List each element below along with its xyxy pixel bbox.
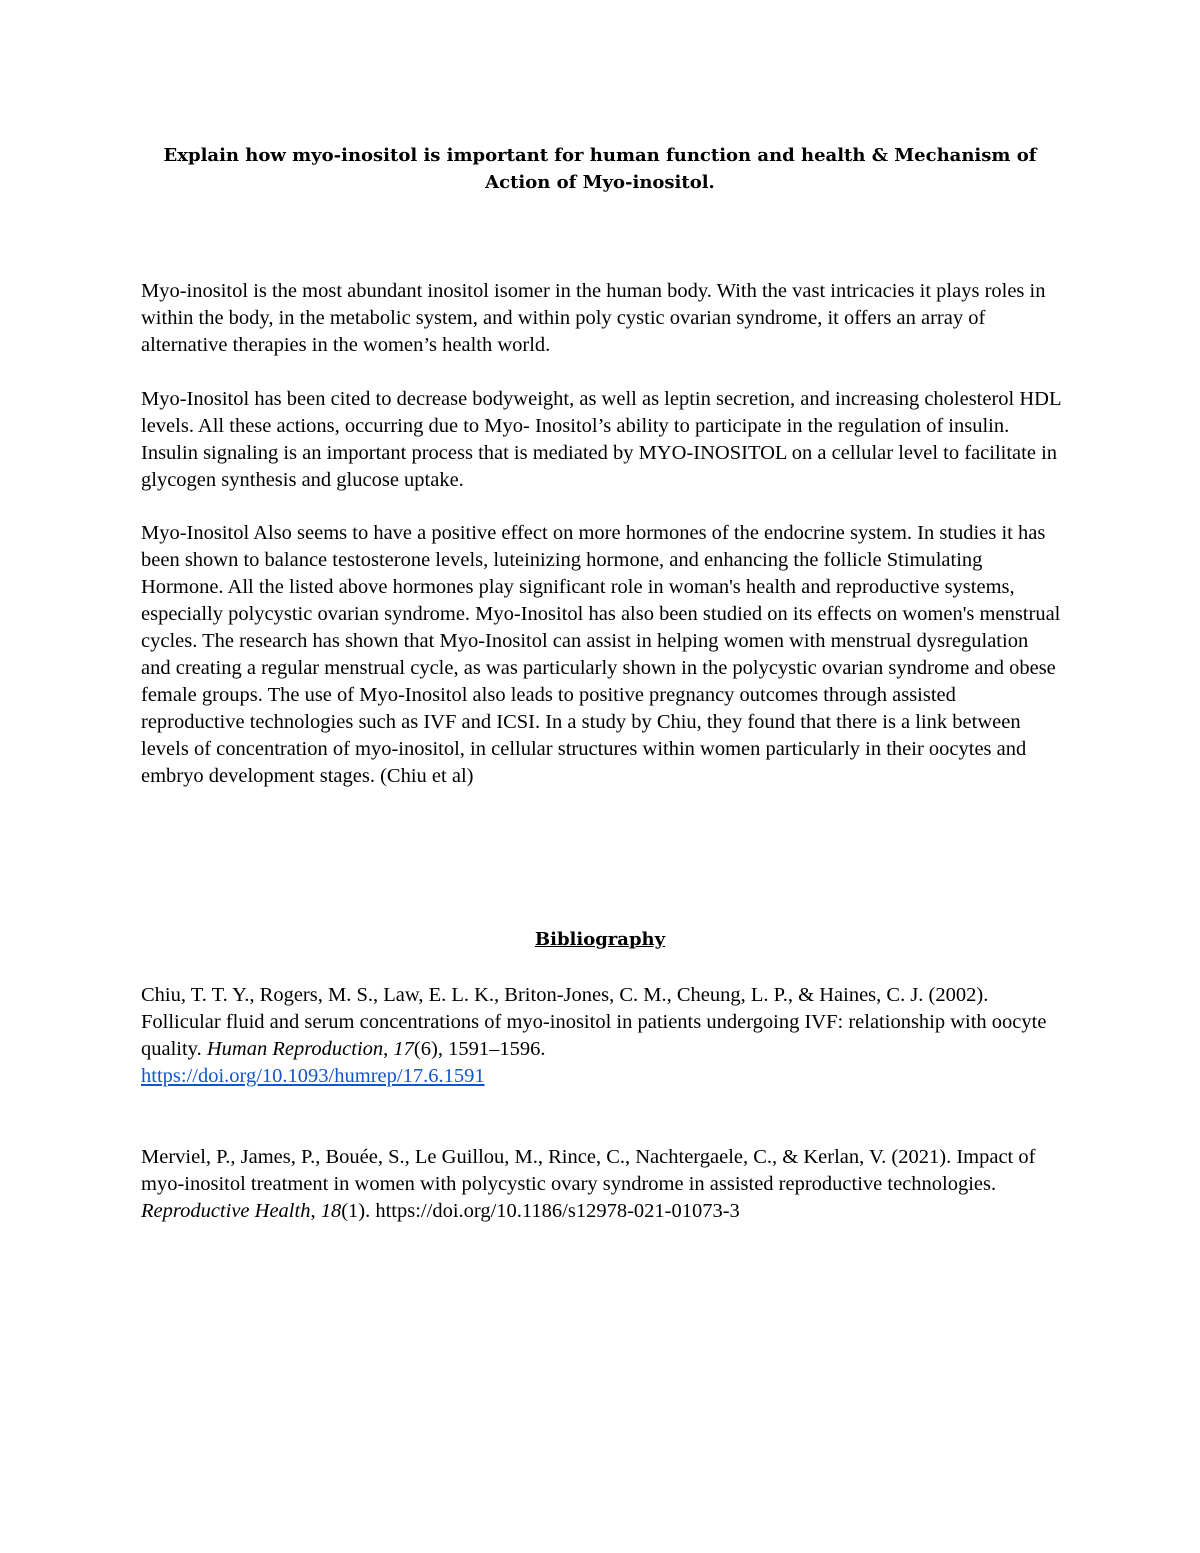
- title-line-1: Explain how myo-inositol is important for human function and health & Mechanism of: [163, 145, 1037, 166]
- reference-issue-pages: (1).: [341, 1200, 376, 1222]
- reference-doi-text: https://doi.org/10.1186/s12978-021-01073-3: [375, 1200, 740, 1222]
- reference-journal: Reproductive Health: [141, 1200, 311, 1222]
- reference-volume: 17: [393, 1038, 414, 1060]
- reference-merviel: [141, 1144, 1061, 1225]
- reference-doi-link[interactable]: https://doi.org/10.1093/humrep/17.6.1591: [141, 1065, 485, 1087]
- title-line-2: Action of Myo-inositol.: [485, 172, 715, 193]
- reference-citation: Chiu, T. T. Y., Rogers, M. S., Law, E. L. K., Briton-Jones, C. M., Cheung, L. P., & Haines, C. J. (2002). Follicular fluid and serum concentrations of myo-inositol in patients undergoing IVF: relationship with oocyte quality.: [141, 984, 1047, 1060]
- reference-citation: Merviel, P., James, P., Bouée, S., Le Guillou, M., Rince, C., Nachtergaele, C., & Kerlan, V. (2021). Impact of myo-inositol treatment in women with polycystic ovary syndrome in assisted reproductive technologies.: [141, 1146, 1036, 1195]
- paragraph-1: Myo-inositol is the most abundant inositol isomer in the human body. With the vast intricacies it plays roles in within the body, in the metabolic system, and within poly cystic ovarian syndrome, it offers an array of alternative therapies in the women’s health world.: [141, 280, 1046, 356]
- reference-chiu: [141, 982, 1061, 1090]
- paragraph-2: Myo-Inositol has been cited to decrease bodyweight, as well as leptin secretion, and increasing cholesterol HDL levels. All these actions, occurring due to Myo- Inositol’s ability to participate in the regulation of insulin. Insulin signaling is an important process that is mediated by MYO-INOSITOL on a cellular level to facilitate in glycogen synthesis and glucose uptake.: [141, 388, 1061, 491]
- reference-separator: ,: [310, 1200, 321, 1222]
- paragraph-3: Myo-Inositol Also seems to have a positive effect on more hormones of the endocrine system. In studies it has been shown to balance testosterone levels, luteinizing hormone, and enhancing the follicle Stimulating Hormone. All the listed above hormones play significant role in woman's health and reproductive systems, especially polycystic ovarian syndrome. Myo-Inositol has also been studied on its effects on women's menstrual cycles. The research has shown that Myo-Inositol can assist in helping women with menstrual dysregulation and creating a regular menstrual cycle, as was particularly shown in the polycystic ovarian syndrome and obese female groups. The use of Myo-Inositol also leads to positive pregnancy outcomes through assisted reproductive technologies such as IVF and ICSI. In a study by Chiu, they found that there is a link between levels of concentration of myo-inositol, in cellular structures within women particularly in their oocytes and embryo development stages. (Chiu et al): [141, 522, 1061, 787]
- reference-separator: ,: [383, 1038, 394, 1060]
- reference-issue-pages: (6), 1591–1596.: [413, 1038, 546, 1060]
- bibliography-heading: Bibliography: [534, 929, 666, 950]
- reference-journal: Human Reproduction: [206, 1038, 384, 1060]
- reference-volume: 18: [320, 1200, 342, 1222]
- document-title: [150, 142, 1050, 196]
